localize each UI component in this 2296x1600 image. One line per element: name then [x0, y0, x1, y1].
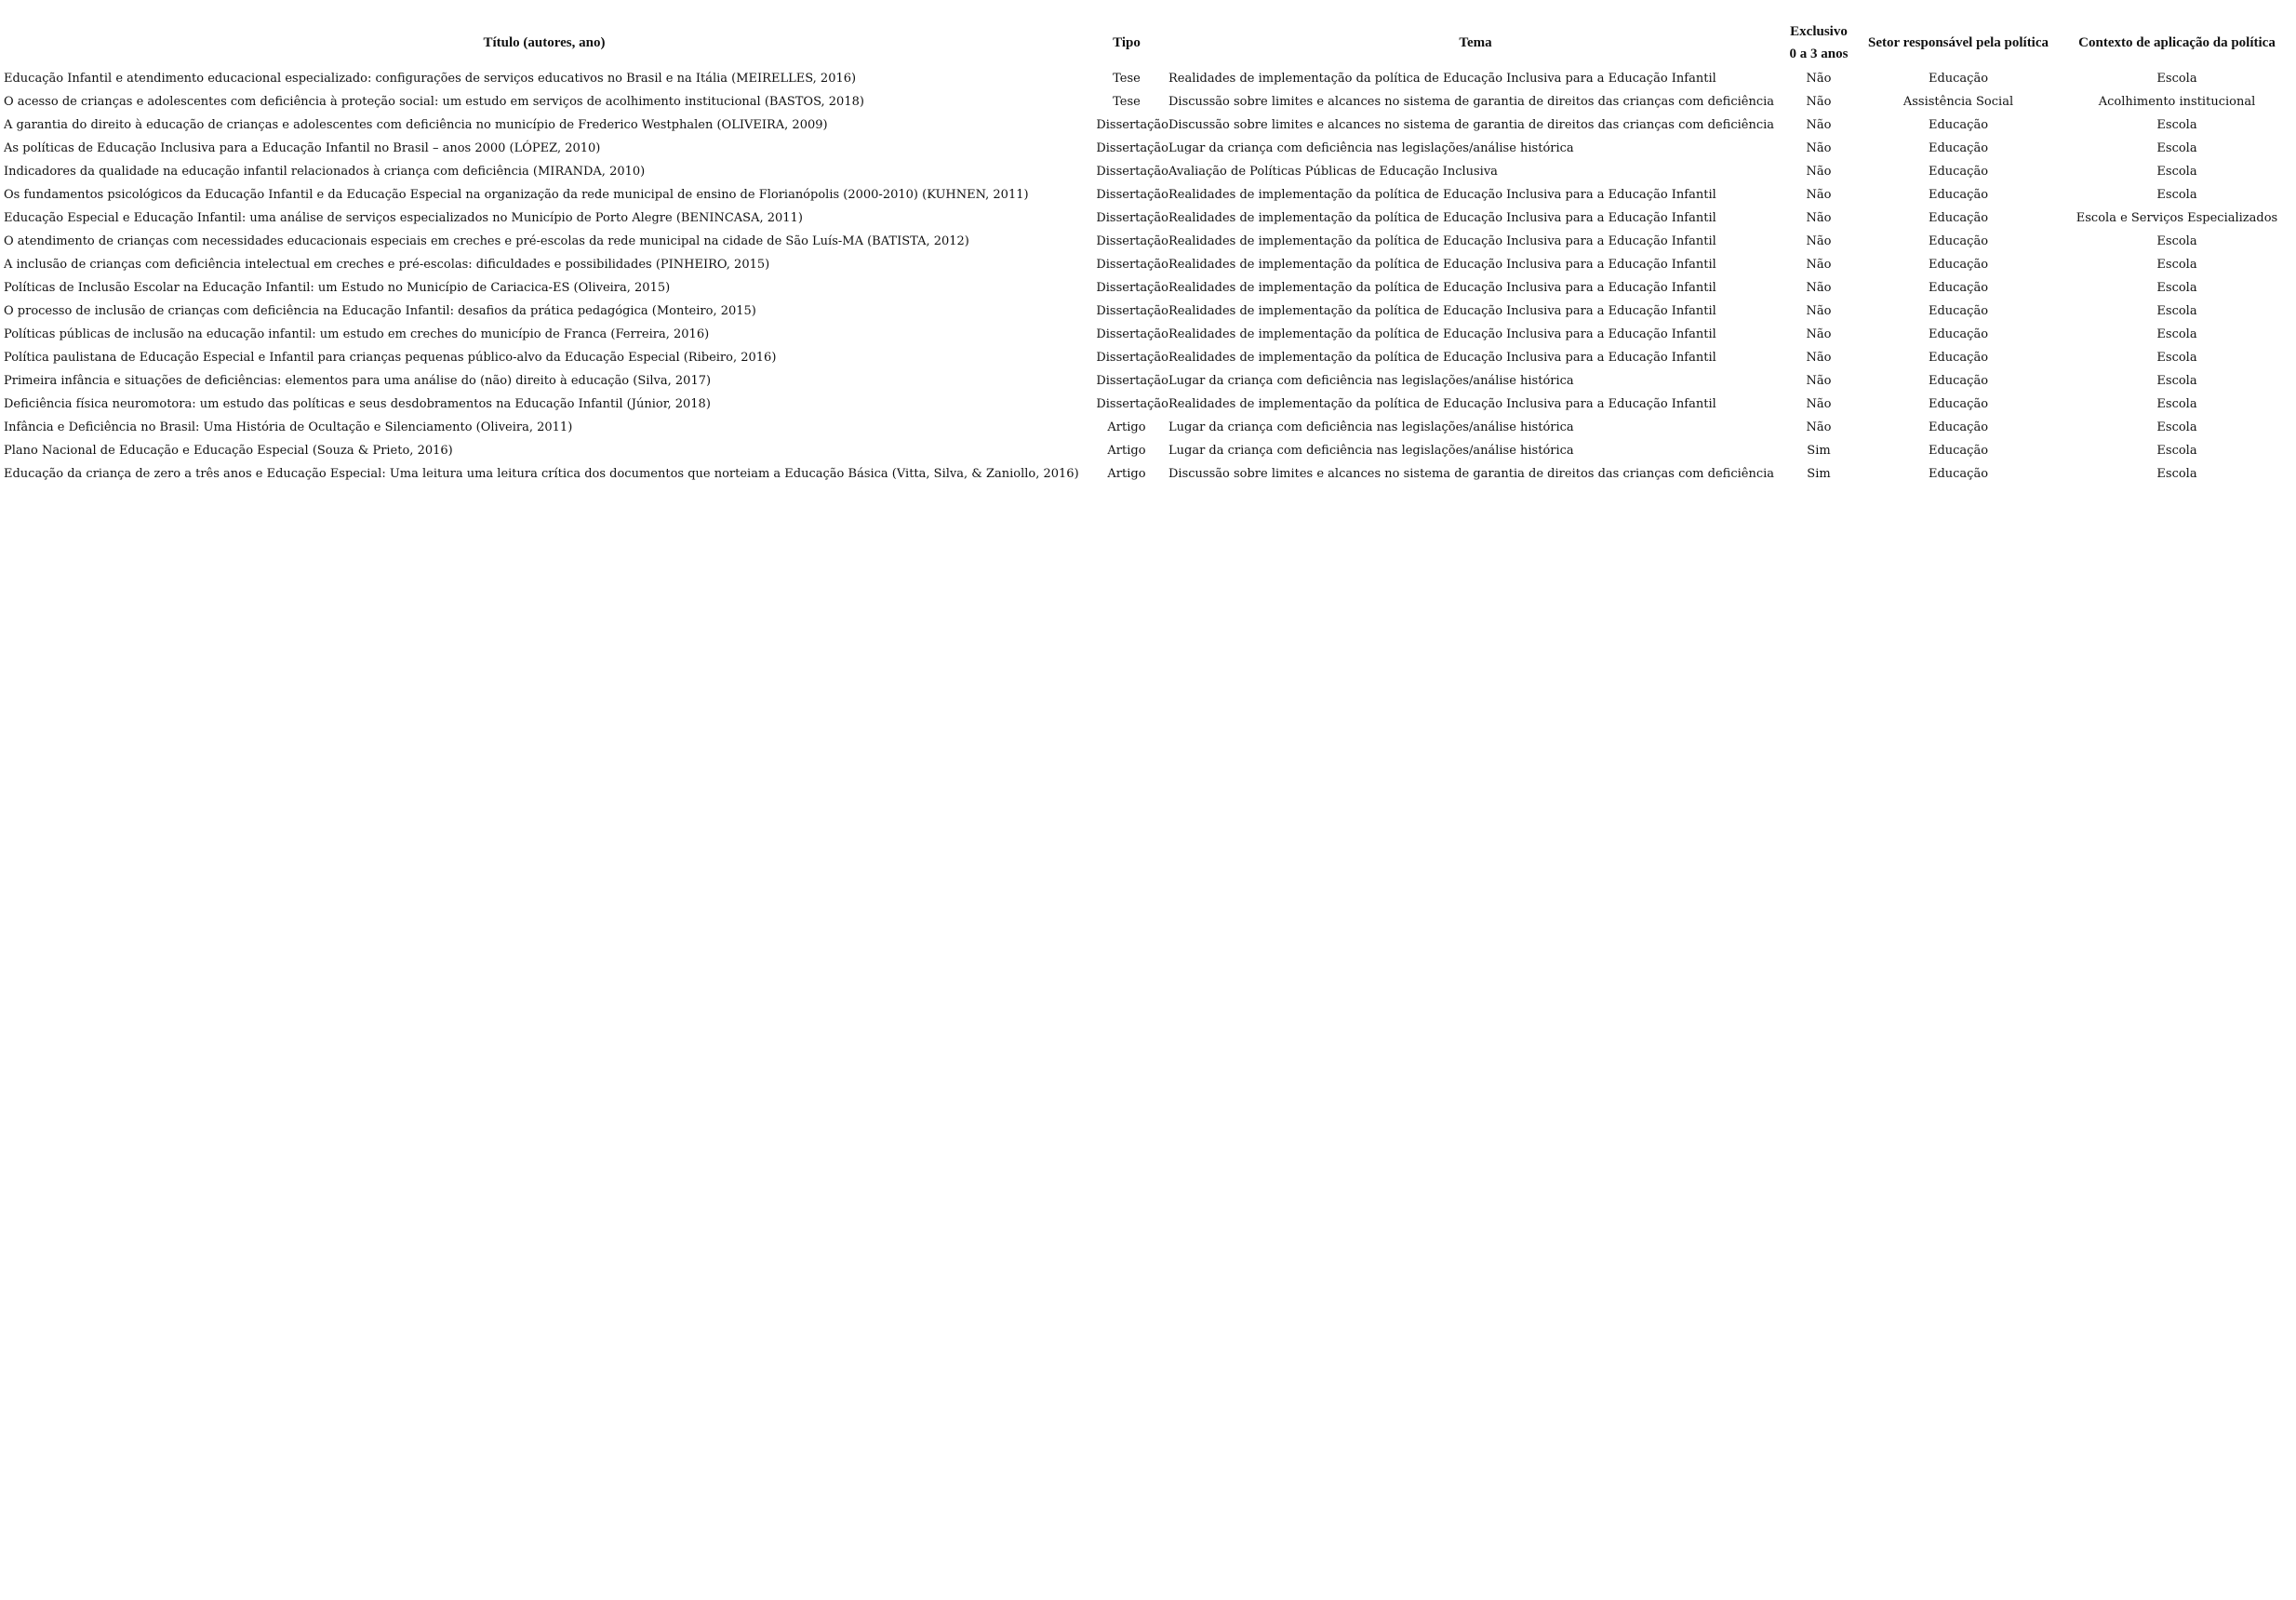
- cell-tipo: Dissertação: [1096, 397, 1168, 411]
- cell-tema: Realidades de implementação da política de Educação Inclusiva para a Educação Infantil: [1168, 211, 1716, 225]
- cell-tipo: Artigo: [1107, 444, 1146, 458]
- cell-setor: Educação: [1928, 211, 1989, 225]
- cell-setor: Educação: [1928, 327, 1989, 341]
- cell-titulo: Infância e Deficiência no Brasil: Uma História de Ocultação e Silenciamento (Oliveira, 2011): [4, 420, 573, 434]
- cell-exclusivo: Não: [1806, 72, 1832, 86]
- cell-setor: Assistência Social: [1902, 95, 2014, 109]
- header-contexto: Contexto de aplicação da política: [2078, 35, 2276, 50]
- cell-tema: Realidades de implementação da política de Educação Inclusiva para a Educação Infantil: [1168, 72, 1716, 86]
- cell-tema: Discussão sobre limites e alcances no sistema de garantia de direitos das crianças com deficiência: [1168, 95, 1775, 109]
- cell-tipo: Tese: [1113, 72, 1141, 86]
- cell-titulo: Plano Nacional de Educação e Educação Especial (Souza & Prieto, 2016): [4, 444, 453, 458]
- cell-tema: Avaliação de Políticas Públicas de Educação Inclusiva: [1168, 165, 1498, 179]
- cell-exclusivo: Não: [1806, 258, 1832, 272]
- header-exclusivo-line1: Exclusivo: [1790, 24, 1848, 39]
- cell-contexto: Escola: [2156, 165, 2197, 179]
- cell-exclusivo: Sim: [1807, 444, 1831, 458]
- cell-setor: Educação: [1928, 234, 1989, 248]
- cell-titulo: Indicadores da qualidade na educação infantil relacionados à criança com deficiência (MIRANDA, 2010): [4, 165, 646, 179]
- cell-contexto: Escola: [2156, 141, 2197, 155]
- cell-setor: Educação: [1928, 118, 1989, 132]
- cell-exclusivo: Não: [1806, 211, 1832, 225]
- cell-titulo: Educação Infantil e atendimento educacional especializado: configurações de serviços educativos no Brasil e na Itália (MEIRELLES, 2016): [4, 72, 857, 86]
- cell-tema: Realidades de implementação da política de Educação Inclusiva para a Educação Infantil: [1168, 304, 1716, 318]
- cell-exclusivo: Não: [1806, 327, 1832, 341]
- cell-exclusivo: Não: [1806, 420, 1832, 434]
- cell-titulo: O acesso de crianças e adolescentes com deficiência à proteção social: um estudo em serviços de acolhimento institucional (BASTOS, 2018): [4, 95, 864, 109]
- cell-contexto: Escola: [2156, 281, 2197, 295]
- cell-tipo: Dissertação: [1096, 188, 1168, 202]
- table-row: [4, 323, 2292, 346]
- table-row: [4, 160, 2292, 183]
- cell-contexto: Escola: [2156, 188, 2197, 202]
- cell-tema: Discussão sobre limites e alcances no sistema de garantia de direitos das crianças com deficiência: [1168, 118, 1775, 132]
- cell-exclusivo: Não: [1806, 397, 1832, 411]
- cell-tipo: Artigo: [1107, 420, 1146, 434]
- header-tema: Tema: [1459, 35, 1492, 50]
- cell-titulo: O processo de inclusão de crianças com deficiência na Educação Infantil: desafios da prática pedagógica (Monteiro, 2015): [4, 304, 756, 318]
- cell-setor: Educação: [1928, 397, 1989, 411]
- cell-tipo: Dissertação: [1096, 351, 1168, 365]
- cell-tema: Realidades de implementação da política de Educação Inclusiva para a Educação Infantil: [1168, 258, 1716, 272]
- cell-titulo: Políticas de Inclusão Escolar na Educação Infantil: um Estudo no Município de Cariacica-ES (Oliveira, 2015): [4, 281, 671, 295]
- header-exclusivo-line2: 0 a 3 anos: [1789, 47, 1849, 61]
- cell-exclusivo: Não: [1806, 165, 1832, 179]
- cell-contexto: Escola: [2156, 420, 2197, 434]
- cell-titulo: Educação da criança de zero a três anos e Educação Especial: Uma leitura uma leitura crítica dos documentos que norteiam a Educação Básica (Vitta, Silva, & Zaniollo, 2016): [4, 467, 1079, 481]
- cell-tema: Discussão sobre limites e alcances no sistema de garantia de direitos das crianças com deficiência: [1168, 467, 1775, 481]
- cell-tipo: Tese: [1113, 95, 1141, 109]
- cell-tema: Realidades de implementação da política de Educação Inclusiva para a Educação Infantil: [1168, 327, 1716, 341]
- cell-tipo: Dissertação: [1096, 258, 1168, 272]
- table-row: [4, 346, 2292, 369]
- cell-titulo: A garantia do direito à educação de crianças e adolescentes com deficiência no município de Frederico Westphalen (OLIVEIRA, 2009): [4, 118, 828, 132]
- cell-tipo: Dissertação: [1096, 118, 1168, 132]
- cell-tema: Realidades de implementação da política de Educação Inclusiva para a Educação Infantil: [1168, 351, 1716, 365]
- cell-tema: Realidades de implementação da política de Educação Inclusiva para a Educação Infantil: [1168, 397, 1716, 411]
- table-body: [4, 67, 2292, 486]
- studies-table: [4, 19, 2292, 486]
- table-row: [4, 276, 2292, 300]
- cell-tipo: Dissertação: [1096, 141, 1168, 155]
- cell-tema: Lugar da criança com deficiência nas legislações/análise histórica: [1168, 420, 1574, 434]
- cell-tipo: Dissertação: [1096, 211, 1168, 225]
- cell-contexto: Escola: [2156, 444, 2197, 458]
- cell-titulo: As políticas de Educação Inclusiva para a Educação Infantil no Brasil – anos 2000 (LÓPEZ, 2010): [4, 141, 601, 155]
- cell-tema: Realidades de implementação da política de Educação Inclusiva para a Educação Infantil: [1168, 281, 1716, 295]
- cell-exclusivo: Não: [1806, 374, 1832, 388]
- header-titulo: Título (autores, ano): [483, 35, 606, 50]
- cell-contexto: Escola: [2156, 397, 2197, 411]
- cell-exclusivo: Não: [1806, 141, 1832, 155]
- table-row: [4, 230, 2292, 253]
- table-row: [4, 253, 2292, 276]
- cell-tipo: Dissertação: [1096, 234, 1168, 248]
- cell-contexto: Escola: [2156, 327, 2197, 341]
- cell-exclusivo: Não: [1806, 351, 1832, 365]
- cell-setor: Educação: [1928, 165, 1989, 179]
- cell-titulo: Política paulistana de Educação Especial e Infantil para crianças pequenas público-alvo da Educação Especial (Ribeiro, 2016): [4, 351, 777, 365]
- cell-contexto: Escola: [2156, 304, 2197, 318]
- cell-contexto: Escola: [2156, 374, 2197, 388]
- cell-titulo: Políticas públicas de inclusão na educação infantil: um estudo em creches do município de Franca (Ferreira, 2016): [4, 327, 710, 341]
- table-row: [4, 393, 2292, 416]
- cell-exclusivo: Sim: [1807, 467, 1831, 481]
- cell-contexto: Escola: [2156, 258, 2197, 272]
- table-row: [4, 207, 2292, 230]
- cell-titulo: Os fundamentos psicológicos da Educação Infantil e da Educação Especial na organização da rede municipal de ensino de Florianópolis (2000-2010) (KUHNEN, 2011): [4, 188, 1029, 202]
- cell-setor: Educação: [1928, 444, 1989, 458]
- table-row: [4, 183, 2292, 207]
- cell-setor: Educação: [1928, 141, 1989, 155]
- cell-setor: Educação: [1928, 72, 1989, 86]
- header-setor: Setor responsável pela política: [1867, 35, 2049, 50]
- table-row: [4, 462, 2292, 486]
- cell-setor: Educação: [1928, 467, 1989, 481]
- cell-tema: Realidades de implementação da política de Educação Inclusiva para a Educação Infantil: [1168, 234, 1716, 248]
- cell-titulo: O atendimento de crianças com necessidades educacionais especiais em creches e pré-escolas da rede municipal na cidade de São Luís-MA (BATISTA, 2012): [4, 234, 969, 248]
- cell-tipo: Dissertação: [1096, 327, 1168, 341]
- cell-tipo: Dissertação: [1096, 165, 1168, 179]
- cell-tema: Lugar da criança com deficiência nas legislações/análise histórica: [1168, 141, 1574, 155]
- cell-setor: Educação: [1928, 188, 1989, 202]
- cell-setor: Educação: [1928, 304, 1989, 318]
- table-row: [4, 369, 2292, 393]
- cell-setor: Educação: [1928, 351, 1989, 365]
- cell-tipo: Dissertação: [1096, 281, 1168, 295]
- cell-tema: Realidades de implementação da política de Educação Inclusiva para a Educação Infantil: [1168, 188, 1716, 202]
- cell-exclusivo: Não: [1806, 95, 1832, 109]
- cell-exclusivo: Não: [1806, 281, 1832, 295]
- table-row: [4, 439, 2292, 462]
- cell-contexto: Escola: [2156, 234, 2197, 248]
- cell-setor: Educação: [1928, 258, 1989, 272]
- cell-tipo: Artigo: [1107, 467, 1146, 481]
- table-row: [4, 416, 2292, 439]
- table-row: [4, 90, 2292, 113]
- table-row: [4, 300, 2292, 323]
- cell-tema: Lugar da criança com deficiência nas legislações/análise histórica: [1168, 444, 1574, 458]
- cell-contexto: Escola: [2156, 118, 2197, 132]
- cell-exclusivo: Não: [1806, 234, 1832, 248]
- table-row: [4, 137, 2292, 160]
- cell-titulo: A inclusão de crianças com deficiência intelectual em creches e pré-escolas: dificuldades e possibilidades (PINHEIRO, 2015): [4, 258, 770, 272]
- table-row: [4, 113, 2292, 137]
- table-header: [4, 19, 2292, 67]
- cell-setor: Educação: [1928, 420, 1989, 434]
- header-tipo: Tipo: [1113, 35, 1141, 50]
- cell-contexto: Escola: [2156, 351, 2197, 365]
- cell-contexto: Escola: [2156, 72, 2197, 86]
- cell-titulo: Primeira infância e situações de deficiências: elementos para uma análise do (não) direito à educação (Silva, 2017): [4, 374, 712, 388]
- cell-tipo: Dissertação: [1096, 374, 1168, 388]
- cell-setor: Educação: [1928, 281, 1989, 295]
- table-row: [4, 67, 2292, 90]
- cell-exclusivo: Não: [1806, 304, 1832, 318]
- cell-contexto: Acolhimento institucional: [2098, 95, 2256, 109]
- cell-exclusivo: Não: [1806, 188, 1832, 202]
- cell-titulo: Educação Especial e Educação Infantil: uma análise de serviços especializados no Município de Porto Alegre (BENINCASA, 2011): [4, 211, 803, 225]
- cell-tipo: Dissertação: [1096, 304, 1168, 318]
- cell-exclusivo: Não: [1806, 118, 1832, 132]
- cell-contexto: Escola: [2156, 467, 2197, 481]
- cell-tema: Lugar da criança com deficiência nas legislações/análise histórica: [1168, 374, 1574, 388]
- cell-setor: Educação: [1928, 374, 1989, 388]
- cell-contexto: Escola e Serviços Especializados: [2076, 211, 2278, 225]
- cell-titulo: Deficiência física neuromotora: um estudo das políticas e seus desdobramentos na Educação Infantil (Júnior, 2018): [4, 397, 711, 411]
- header-exclusivo: [1782, 19, 1855, 67]
- header-row: [4, 19, 2292, 67]
